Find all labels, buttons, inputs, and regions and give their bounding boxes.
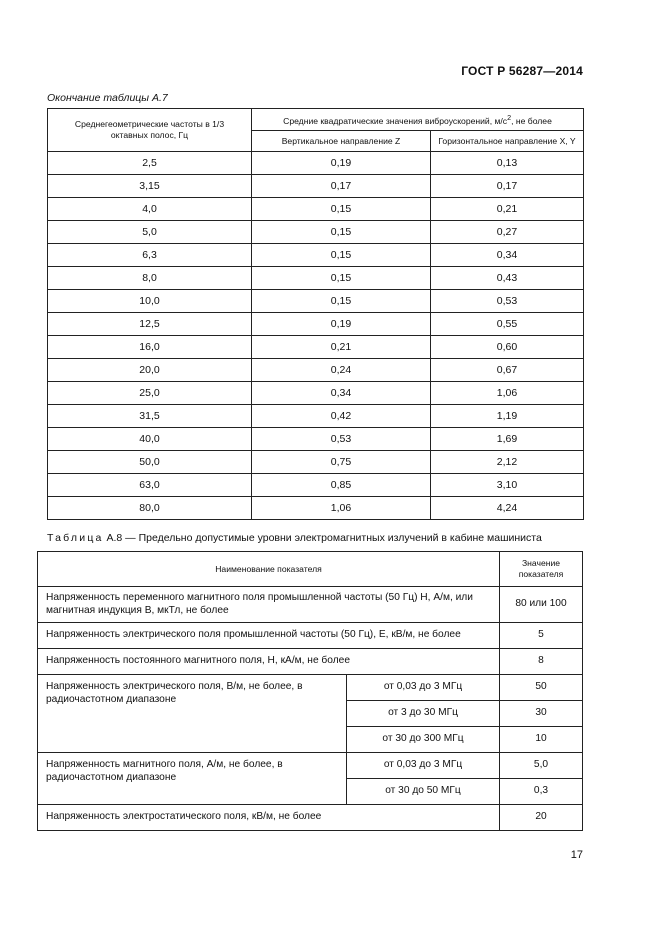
cell-frequency: 31,5 bbox=[48, 405, 252, 428]
range-cell: от 0,03 до 3 МГц bbox=[347, 675, 500, 701]
cell-frequency: 40,0 bbox=[48, 428, 252, 451]
cell-frequency: 16,0 bbox=[48, 336, 252, 359]
cell-vertical: 0,42 bbox=[252, 405, 431, 428]
row-value: 5,0 bbox=[500, 753, 583, 779]
range-cell: от 30 до 300 МГц bbox=[347, 727, 500, 753]
cell-vertical: 0,15 bbox=[252, 244, 431, 267]
cell-horizontal: 0,55 bbox=[431, 313, 584, 336]
table-row bbox=[48, 267, 584, 290]
cell-frequency: 12,5 bbox=[48, 313, 252, 336]
cell-vertical: 0,53 bbox=[252, 428, 431, 451]
cell-horizontal: 4,24 bbox=[431, 497, 584, 520]
cell-vertical: 0,19 bbox=[252, 313, 431, 336]
cell-horizontal: 2,12 bbox=[431, 451, 584, 474]
row-value: 10 bbox=[500, 727, 583, 753]
col-header-value: Значение показателя bbox=[500, 552, 583, 587]
cell-vertical: 0,19 bbox=[252, 152, 431, 175]
cell-vertical: 0,15 bbox=[252, 290, 431, 313]
cell-horizontal: 0,13 bbox=[431, 152, 584, 175]
table-a7 bbox=[47, 108, 584, 520]
cell-frequency: 80,0 bbox=[48, 497, 252, 520]
col-header-vertical: Вертикальное направление Z bbox=[252, 131, 431, 152]
cell-vertical: 0,34 bbox=[252, 382, 431, 405]
row-name: Напряженность постоянного магнитного поля, Н, кА/м, не более bbox=[38, 649, 500, 675]
cell-horizontal: 0,27 bbox=[431, 221, 584, 244]
table-row bbox=[48, 152, 584, 175]
cell-frequency: 8,0 bbox=[48, 267, 252, 290]
table-row bbox=[48, 313, 584, 336]
cell-frequency: 3,15 bbox=[48, 175, 252, 198]
cell-horizontal: 0,21 bbox=[431, 198, 584, 221]
table-row bbox=[48, 405, 584, 428]
table-row bbox=[48, 198, 584, 221]
cell-horizontal: 1,69 bbox=[431, 428, 584, 451]
cell-frequency: 4,0 bbox=[48, 198, 252, 221]
row-value: 5 bbox=[500, 623, 583, 649]
cell-frequency: 2,5 bbox=[48, 152, 252, 175]
cell-vertical: 0,24 bbox=[252, 359, 431, 382]
table-row bbox=[48, 359, 584, 382]
cell-horizontal: 3,10 bbox=[431, 474, 584, 497]
table-row bbox=[48, 221, 584, 244]
cell-horizontal: 0,17 bbox=[431, 175, 584, 198]
cell-vertical: 0,21 bbox=[252, 336, 431, 359]
cell-horizontal: 0,60 bbox=[431, 336, 584, 359]
row-value: 0,3 bbox=[500, 779, 583, 805]
cell-horizontal: 1,06 bbox=[431, 382, 584, 405]
cell-vertical: 0,75 bbox=[252, 451, 431, 474]
cell-vertical: 0,15 bbox=[252, 198, 431, 221]
row-name: Напряженность электрического поля, В/м, не более, в радиочастотном диапазоне bbox=[38, 675, 347, 753]
cell-vertical: 0,85 bbox=[252, 474, 431, 497]
cell-vertical: 0,15 bbox=[252, 221, 431, 244]
cell-horizontal: 0,43 bbox=[431, 267, 584, 290]
col-header-frequency: Среднегеометрические частоты в 1/3 октавных полос, Гц bbox=[48, 109, 252, 152]
table-row bbox=[48, 290, 584, 313]
page-number: 17 bbox=[570, 849, 583, 861]
table-row bbox=[48, 336, 584, 359]
cell-vertical: 0,15 bbox=[252, 267, 431, 290]
row-value: 8 bbox=[500, 649, 583, 675]
cell-horizontal: 0,53 bbox=[431, 290, 584, 313]
table-row bbox=[48, 451, 584, 474]
row-value: 30 bbox=[500, 701, 583, 727]
table-row bbox=[48, 175, 584, 198]
table-row bbox=[48, 382, 584, 405]
row-value: 20 bbox=[500, 805, 583, 831]
row-name: Напряженность магнитного поля, А/м, не более, в радиочастотном диапазоне bbox=[38, 753, 347, 805]
cell-horizontal: 0,34 bbox=[431, 244, 584, 267]
col-header-horizontal: Горизонтальное направление X, Y bbox=[431, 131, 584, 152]
table-row bbox=[48, 497, 584, 520]
cell-frequency: 6,3 bbox=[48, 244, 252, 267]
row-name: Напряженность электрического поля промышленной частоты (50 Гц), Е, кВ/м, не более bbox=[38, 623, 500, 649]
table-row bbox=[48, 428, 584, 451]
range-cell: от 0,03 до 3 МГц bbox=[347, 753, 500, 779]
table-row bbox=[48, 244, 584, 267]
col-header-group: Средние квадратические значения виброускорений, $м/с^2$, не более bbox=[252, 109, 584, 131]
table-a8 bbox=[37, 551, 583, 831]
cell-frequency: 50,0 bbox=[48, 451, 252, 474]
row-value: 80 или 100 bbox=[500, 587, 583, 623]
cell-frequency: 5,0 bbox=[48, 221, 252, 244]
cell-frequency: 63,0 bbox=[48, 474, 252, 497]
row-name: Напряженность переменного магнитного поля промышленной частоты (50 Гц) Н, А/м, или магнитная индукция В, мкТл, не более bbox=[38, 587, 500, 623]
row-value: 50 bbox=[500, 675, 583, 701]
table-a7-caption: Окончание таблицы А.7 bbox=[47, 92, 168, 104]
cell-horizontal: 1,19 bbox=[431, 405, 584, 428]
table-a8-caption: Таблица А.8 — Предельно допустимые уровни электромагнитных излучений в кабине машиниста bbox=[47, 532, 542, 544]
cell-frequency: 10,0 bbox=[48, 290, 252, 313]
cell-frequency: 20,0 bbox=[48, 359, 252, 382]
cell-frequency: 25,0 bbox=[48, 382, 252, 405]
range-cell: от 30 до 50 МГц bbox=[347, 779, 500, 805]
col-header-name: Наименование показателя bbox=[38, 552, 500, 587]
row-name: Напряженность электростатического поля, кВ/м, не более bbox=[38, 805, 500, 831]
table-row bbox=[48, 474, 584, 497]
cell-vertical: 0,17 bbox=[252, 175, 431, 198]
range-cell: от 3 до 30 МГц bbox=[347, 701, 500, 727]
cell-vertical: 1,06 bbox=[252, 497, 431, 520]
document-id: ГОСТ Р 56287—2014 bbox=[461, 64, 583, 78]
cell-horizontal: 0,67 bbox=[431, 359, 584, 382]
